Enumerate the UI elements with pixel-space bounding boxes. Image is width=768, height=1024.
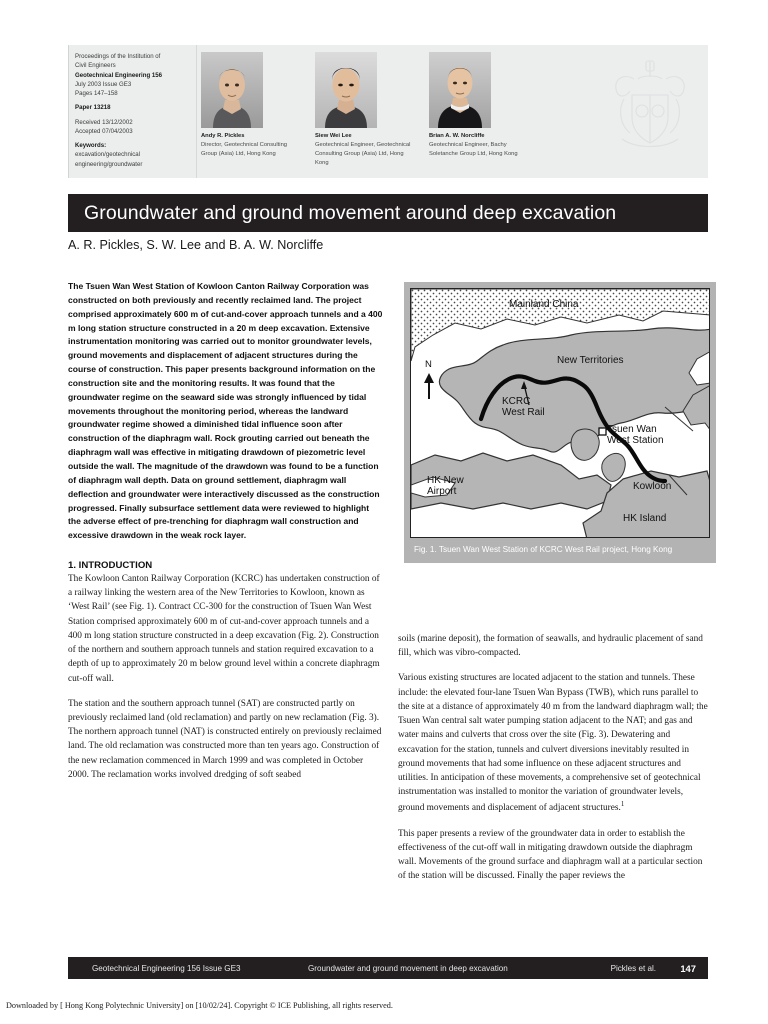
- label-kowloon: Kowloon: [633, 481, 672, 492]
- map-graphic: [411, 289, 710, 538]
- footer-authors: Pickles et al.: [610, 963, 656, 973]
- ice-coat-of-arms-icon: [604, 55, 696, 159]
- left-column: [68, 280, 384, 793]
- paper-number: Paper 13218: [75, 104, 111, 112]
- label-hk-airport-2: Airport: [427, 486, 457, 497]
- article-title-bar: [68, 194, 708, 232]
- label-hk-airport-1: HK New: [427, 475, 464, 486]
- footer-page-number: 147: [680, 962, 696, 974]
- accepted-date: Accepted 07/04/2003: [75, 127, 133, 135]
- label-tsuen-wan-1: Tsuen Wan: [607, 424, 657, 435]
- figure-1: [404, 282, 716, 563]
- label-mainland-china: Mainland China: [509, 299, 579, 310]
- author-portrait: [201, 52, 263, 128]
- download-copyright-notice: Downloaded by [ Hong Kong Polytechnic University] on [10/02/24]. Copyright © ICE Publishing, all rights reserved.: [6, 1001, 393, 1010]
- label-kcrc-2: West Rail: [502, 407, 545, 418]
- journal-name: Geotechnical Engineering 156: [75, 71, 163, 79]
- received-date: Received 13/12/2002: [75, 118, 133, 126]
- author-affiliation: Director, Geotechnical Consulting Group (Asia) Ltd, Hong Kong: [201, 141, 288, 157]
- figure-caption: Fig. 1. Tsuen Wan West Station of KCRC West Rail project, Hong Kong: [414, 545, 673, 554]
- journal-metadata: [69, 45, 197, 178]
- proceedings-line-1: Proceedings of the Institution of: [75, 53, 161, 60]
- keywords-list: excavation/geotechnical engineering/groundwater: [75, 151, 143, 168]
- byline: A. R. Pickles, S. W. Lee and B. A. W. Norcliffe: [68, 238, 324, 252]
- abstract: The Tsuen Wan West Station of Kowloon Canton Railway Corporation was constructed on both previously and recently reclaimed land. The project comprised approximately 600 m of cut-and-cover approach tunnels and a 400 m long station structure constructed in a 20 m deep excavation. Extensive instrumentation monitoring was carried out to monitor groundwater levels, ground movements and displacement of adjacent structures during the course of construction. This paper presents background information on the construction site and the monitoring results. It was found that the groundwater regime on the seaward side was strongly influenced by tidal movements throughout the monitoring period, whereas the landward groundwater regime showed a diminished tidal influence soon after construction of the diaphragm wall. Rock grouting carried out beneath the diaphragm wall was effective in mitigating drawdown of piezometric level outside the wall. The magnitude of the drawdown was found to be a function of diaphragm wall depth. Data on ground settlement, diaphragm wall deflection and groundwater were interactively discussed as the construction progressed. Finally subsurface settlement data were reviewed to highlight the adverse effect of pre-trenching for diaphragm wall construction and excessive drawdown in the weak rock layer.: [68, 281, 383, 541]
- author-affiliation: Geotechnical Engineer, Geotechnical Consulting Group (Asia) Ltd, Hong Kong: [315, 141, 411, 166]
- paragraph: soils (marine deposit), the formation of seawalls, and hydraulic placement of sand fill, which was vibro-compacted.: [398, 634, 703, 659]
- journal-pages: Pages 147–158: [75, 90, 118, 97]
- paragraph: This paper presents a review of the groundwater data in order to establish the effectiveness of the cut-off wall in mitigating drawdown outside the diaphragm wall. Movements of the ground surface and diaphragm wall at a particular section of the station will be discussed. Finally the paper reviews the: [398, 828, 703, 882]
- author-name: Andy R. Pickles: [201, 133, 245, 139]
- portrait-norcliffe-icon: [429, 52, 491, 128]
- footer-title: Groundwater and ground movement in deep excavation: [308, 963, 508, 973]
- author-block: [429, 52, 529, 168]
- label-new-territories: New Territories: [557, 355, 624, 366]
- section-heading-introduction: 1. INTRODUCTION: [68, 560, 153, 572]
- paragraph: The station and the southern approach tunnel (SAT) are constructed partly on previously reclaimed land (old reclamation) and partly on new reclamation (Fig. 3). The northern approach tunnel (NAT) is constructed entirely on previously reclaimed land. The old reclamation was constructed more than ten years ago. Construction of the new reclamation commenced in March 1999 and was completed in October 2000. The reclamation works involved dredging of soft seabed: [68, 698, 382, 780]
- paragraph: The Kowloon Canton Railway Corporation (KCRC) has undertaken construction of a railway linking the western area of the New Territories to Kowloon, known as ‘West Rail’ (see Fig. 1). Contract CC-300 for the construction of Tsuen Wan West Station comprised approximately 600 m of cut-and-cover approach tunnels and a 400 m long station structure constructed in a deep excavation (Fig. 2). Construction of the northern and southern approach tunnels and station required excavation to a depth of up to approximately 20 m below ground level within a concrete diaphragm cut-off wall.: [68, 574, 380, 684]
- paragraph-text: Various existing structures are located adjacent to the station and tunnels. These include: the elevated four-lane Tsuen Wan Bypass (TWB), which runs parallel to the site at a distance of approximately 40 m from the landward diaphragm wall; the Tsuen Wan central salt water pumping station adjacent to the NAT; and gas and water mains and culverts that cross over the site (Fig. 3). Dewatering and excavation for the station, tunnels and culvert diversions inevitably resulted in ground movements that had some influence on these adjacent structures and utilities. In anticipation of these movements, a comprehensive set of geotechnical instrumentation was installed to monitor the variation of groundwater levels, ground movements and displacement of adjacent structures.: [398, 673, 708, 814]
- portrait-pickles-icon: [201, 52, 263, 128]
- tsuen-wan-west-station-marker: [599, 428, 606, 435]
- proceedings-line-2: Civil Engineers: [75, 62, 116, 70]
- author-portrait: [429, 52, 491, 128]
- masthead-band: [68, 45, 708, 178]
- label-hk-island: HK Island: [623, 513, 667, 524]
- footnote-marker: 1: [620, 800, 625, 809]
- paragraph: [398, 671, 708, 815]
- author-affiliation: Geotechnical Engineer, Bachy Soletanche Group Ltd, Hong Kong: [429, 141, 518, 157]
- author-block: [315, 52, 415, 168]
- author-name: Brian A. W. Norcliffe: [429, 133, 485, 139]
- map-hong-kong: [410, 288, 710, 538]
- footer-journal: Geotechnical Engineering 156 Issue GE3: [92, 963, 241, 973]
- label-tsuen-wan-2: West Station: [607, 435, 664, 446]
- page-footer: [68, 957, 708, 979]
- keywords-label: Keywords:: [75, 142, 107, 149]
- journal-issue: July 2003 Issue GE3: [75, 80, 132, 88]
- label-kcrc-1: KCRC: [502, 396, 531, 407]
- portrait-lee-icon: [315, 52, 377, 128]
- author-block: [201, 52, 301, 168]
- north-arrow-label: N: [425, 359, 432, 370]
- page-title: Groundwater and ground movement around deep excavation: [84, 201, 617, 224]
- author-portrait: [315, 52, 377, 128]
- author-name: Siew Wei Lee: [315, 133, 352, 139]
